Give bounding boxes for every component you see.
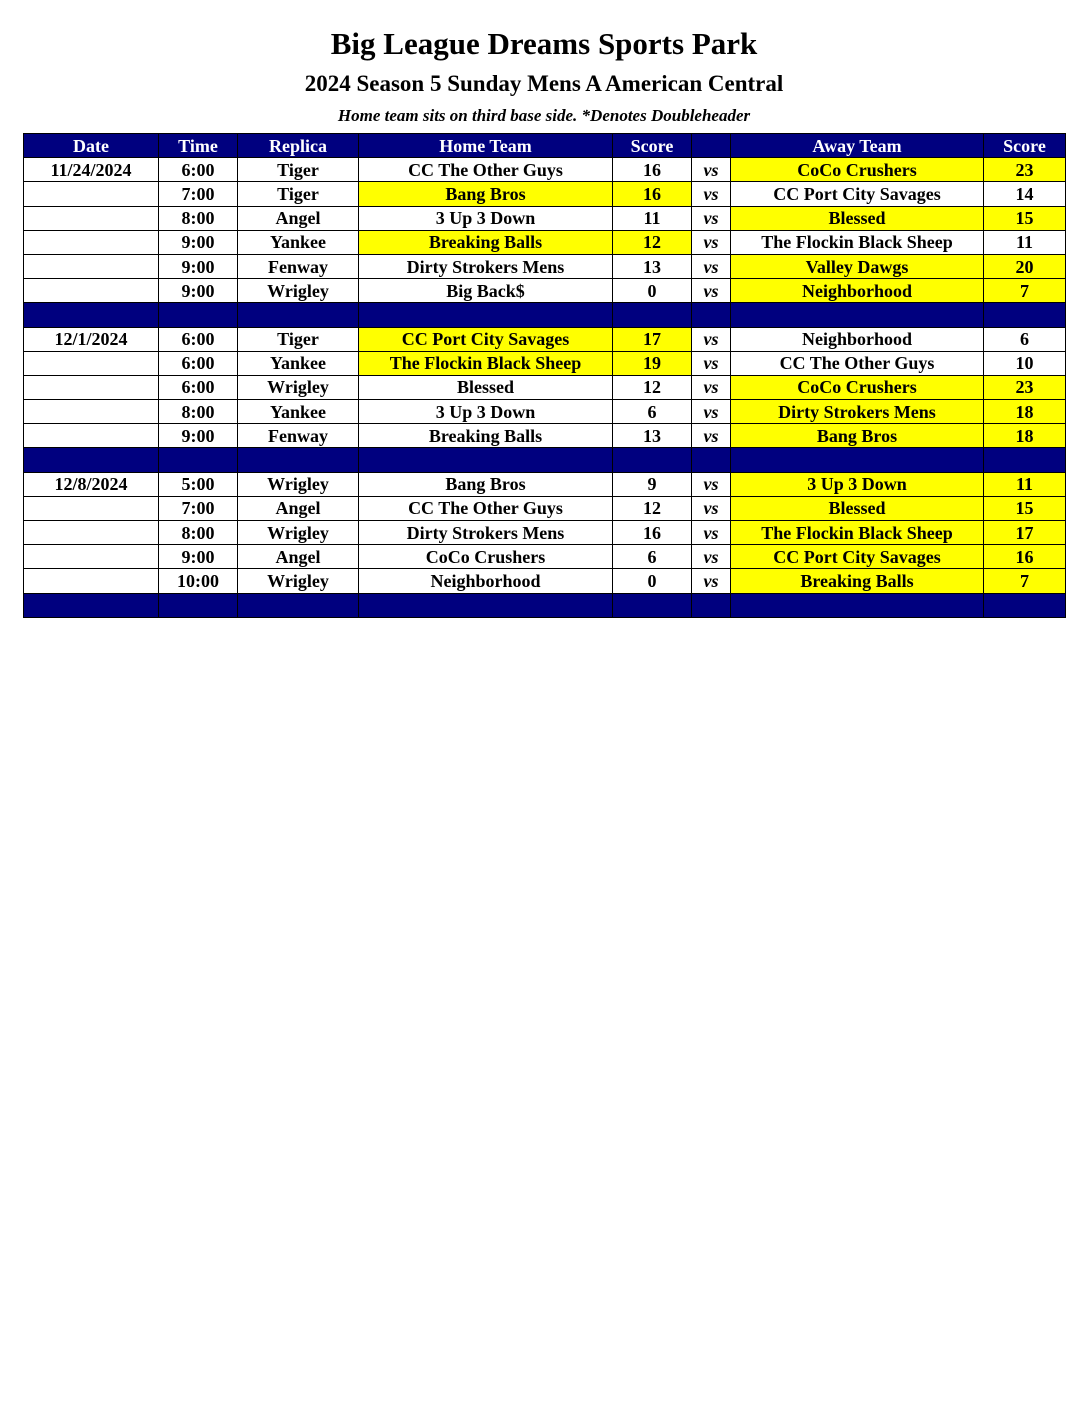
column-header-home-team: Home Team — [359, 134, 613, 158]
game-date: 11/24/2024 — [24, 158, 159, 182]
home-score: 19 — [613, 351, 692, 375]
table-row — [24, 375, 1066, 399]
away-team: CoCo Crushers — [731, 375, 984, 399]
away-team: Breaking Balls — [731, 569, 984, 593]
game-replica: Wrigley — [238, 375, 359, 399]
vs-label: vs — [692, 158, 731, 182]
home-team: Bang Bros — [359, 182, 613, 206]
game-time: 7:00 — [159, 496, 238, 520]
separator-cell — [984, 593, 1066, 617]
separator-cell — [238, 593, 359, 617]
game-time: 5:00 — [159, 472, 238, 496]
away-team: 3 Up 3 Down — [731, 472, 984, 496]
home-score: 16 — [613, 521, 692, 545]
week-separator-row — [24, 303, 1066, 327]
separator-cell — [984, 448, 1066, 472]
away-score: 7 — [984, 569, 1066, 593]
home-team: Dirty Strokers Mens — [359, 254, 613, 278]
column-header-replica: Replica — [238, 134, 359, 158]
home-team: Bang Bros — [359, 472, 613, 496]
separator-cell — [24, 303, 159, 327]
game-time: 6:00 — [159, 375, 238, 399]
separator-cell — [613, 303, 692, 327]
game-replica: Angel — [238, 545, 359, 569]
away-team: Neighborhood — [731, 327, 984, 351]
away-team: CC Port City Savages — [731, 545, 984, 569]
home-team: CC The Other Guys — [359, 158, 613, 182]
away-score: 15 — [984, 206, 1066, 230]
game-replica: Wrigley — [238, 569, 359, 593]
table-row — [24, 521, 1066, 545]
away-score: 18 — [984, 400, 1066, 424]
week-separator-row — [24, 448, 1066, 472]
game-time: 8:00 — [159, 400, 238, 424]
separator-cell — [359, 448, 613, 472]
home-team: CC The Other Guys — [359, 496, 613, 520]
table-row — [24, 545, 1066, 569]
game-time: 9:00 — [159, 279, 238, 303]
separator-cell — [692, 303, 731, 327]
table-row — [24, 182, 1066, 206]
vs-label: vs — [692, 182, 731, 206]
game-date: 12/8/2024 — [24, 472, 159, 496]
vs-label: vs — [692, 545, 731, 569]
page-title: Big League Dreams Sports Park — [330, 26, 758, 61]
table-row — [24, 254, 1066, 278]
vs-label: vs — [692, 351, 731, 375]
game-date — [24, 569, 159, 593]
separator-cell — [359, 593, 613, 617]
home-team: 3 Up 3 Down — [359, 400, 613, 424]
game-date — [24, 424, 159, 448]
away-score: 18 — [984, 424, 1066, 448]
away-score: 7 — [984, 279, 1066, 303]
column-header-away-team: Away Team — [731, 134, 984, 158]
game-time: 6:00 — [159, 158, 238, 182]
game-date — [24, 182, 159, 206]
table-row — [24, 400, 1066, 424]
game-replica: Wrigley — [238, 472, 359, 496]
home-team: Breaking Balls — [359, 424, 613, 448]
separator-cell — [731, 593, 984, 617]
game-replica: Yankee — [238, 400, 359, 424]
table-row — [24, 496, 1066, 520]
away-team: Blessed — [731, 206, 984, 230]
home-score: 9 — [613, 472, 692, 496]
game-replica: Wrigley — [238, 279, 359, 303]
home-score: 13 — [613, 424, 692, 448]
separator-cell — [24, 593, 159, 617]
vs-label: vs — [692, 496, 731, 520]
separator-cell — [692, 448, 731, 472]
home-score: 16 — [613, 158, 692, 182]
game-date — [24, 545, 159, 569]
vs-label: vs — [692, 254, 731, 278]
home-score: 11 — [613, 206, 692, 230]
vs-label: vs — [692, 279, 731, 303]
table-row — [24, 569, 1066, 593]
home-team: CoCo Crushers — [359, 545, 613, 569]
vs-label: vs — [692, 569, 731, 593]
game-date — [24, 230, 159, 254]
separator-cell — [359, 303, 613, 327]
game-date — [24, 400, 159, 424]
table-row — [24, 206, 1066, 230]
separator-cell — [159, 303, 238, 327]
separator-cell — [613, 593, 692, 617]
game-date — [24, 351, 159, 375]
home-team: 3 Up 3 Down — [359, 206, 613, 230]
vs-label: vs — [692, 327, 731, 351]
game-time: 9:00 — [159, 424, 238, 448]
game-date — [24, 254, 159, 278]
home-score: 12 — [613, 375, 692, 399]
vs-label: vs — [692, 206, 731, 230]
game-replica: Fenway — [238, 254, 359, 278]
column-header-time: Time — [159, 134, 238, 158]
game-replica: Tiger — [238, 182, 359, 206]
home-score: 13 — [613, 254, 692, 278]
page-subtitle: 2024 Season 5 Sunday Mens A American Central — [304, 71, 784, 96]
home-team: Big Back$ — [359, 279, 613, 303]
game-replica: Angel — [238, 206, 359, 230]
home-score: 16 — [613, 182, 692, 206]
separator-cell — [24, 448, 159, 472]
vs-label: vs — [692, 400, 731, 424]
game-replica: Yankee — [238, 230, 359, 254]
home-score: 6 — [613, 400, 692, 424]
away-score: 11 — [984, 472, 1066, 496]
away-team: CoCo Crushers — [731, 158, 984, 182]
home-score: 12 — [613, 496, 692, 520]
away-team: CC The Other Guys — [731, 351, 984, 375]
game-time: 9:00 — [159, 230, 238, 254]
table-row — [24, 158, 1066, 182]
away-team: Neighborhood — [731, 279, 984, 303]
home-score: 0 — [613, 279, 692, 303]
game-time: 9:00 — [159, 545, 238, 569]
home-score: 12 — [613, 230, 692, 254]
home-team: Blessed — [359, 375, 613, 399]
separator-cell — [238, 303, 359, 327]
game-time: 7:00 — [159, 182, 238, 206]
schedule-table — [23, 133, 1066, 618]
game-replica: Tiger — [238, 327, 359, 351]
away-team: Dirty Strokers Mens — [731, 400, 984, 424]
separator-cell — [238, 448, 359, 472]
table-row — [24, 279, 1066, 303]
away-score: 11 — [984, 230, 1066, 254]
game-time: 9:00 — [159, 254, 238, 278]
game-replica: Tiger — [238, 158, 359, 182]
home-score: 17 — [613, 327, 692, 351]
separator-cell — [692, 593, 731, 617]
game-replica: Angel — [238, 496, 359, 520]
table-row — [24, 327, 1066, 351]
away-score: 23 — [984, 375, 1066, 399]
vs-label: vs — [692, 230, 731, 254]
away-team: The Flockin Black Sheep — [731, 521, 984, 545]
away-score: 17 — [984, 521, 1066, 545]
away-team: Valley Dawgs — [731, 254, 984, 278]
column-header-home-score: Score — [613, 134, 692, 158]
table-row — [24, 424, 1066, 448]
vs-label: vs — [692, 424, 731, 448]
game-replica: Wrigley — [238, 521, 359, 545]
game-time: 6:00 — [159, 351, 238, 375]
game-date — [24, 496, 159, 520]
separator-cell — [984, 303, 1066, 327]
game-replica: Yankee — [238, 351, 359, 375]
separator-cell — [731, 448, 984, 472]
column-header-vs — [692, 134, 731, 158]
away-score: 16 — [984, 545, 1066, 569]
away-score: 10 — [984, 351, 1066, 375]
separator-cell — [159, 448, 238, 472]
schedule-body — [24, 158, 1066, 618]
home-team: Breaking Balls — [359, 230, 613, 254]
home-score: 6 — [613, 545, 692, 569]
game-date — [24, 206, 159, 230]
game-time: 10:00 — [159, 569, 238, 593]
week-separator-row — [24, 593, 1066, 617]
away-score: 14 — [984, 182, 1066, 206]
vs-label: vs — [692, 472, 731, 496]
home-team: CC Port City Savages — [359, 327, 613, 351]
column-header-away-score: Score — [984, 134, 1066, 158]
away-score: 23 — [984, 158, 1066, 182]
home-team: Dirty Strokers Mens — [359, 521, 613, 545]
away-score: 15 — [984, 496, 1066, 520]
table-row — [24, 351, 1066, 375]
vs-label: vs — [692, 375, 731, 399]
away-team: Blessed — [731, 496, 984, 520]
separator-cell — [731, 303, 984, 327]
game-time: 8:00 — [159, 206, 238, 230]
away-team: The Flockin Black Sheep — [731, 230, 984, 254]
column-header-date: Date — [24, 134, 159, 158]
game-date — [24, 375, 159, 399]
separator-cell — [613, 448, 692, 472]
table-row — [24, 230, 1066, 254]
game-date: 12/1/2024 — [24, 327, 159, 351]
game-replica: Fenway — [238, 424, 359, 448]
page-note: Home team sits on third base side. *Denotes Doubleheader — [337, 106, 751, 125]
game-date — [24, 521, 159, 545]
header-row — [24, 134, 1066, 158]
game-date — [24, 279, 159, 303]
game-time: 8:00 — [159, 521, 238, 545]
home-team: Neighborhood — [359, 569, 613, 593]
home-team: The Flockin Black Sheep — [359, 351, 613, 375]
vs-label: vs — [692, 521, 731, 545]
away-team: Bang Bros — [731, 424, 984, 448]
home-score: 0 — [613, 569, 692, 593]
separator-cell — [159, 593, 238, 617]
away-score: 6 — [984, 327, 1066, 351]
table-row — [24, 472, 1066, 496]
game-time: 6:00 — [159, 327, 238, 351]
away-team: CC Port City Savages — [731, 182, 984, 206]
away-score: 20 — [984, 254, 1066, 278]
